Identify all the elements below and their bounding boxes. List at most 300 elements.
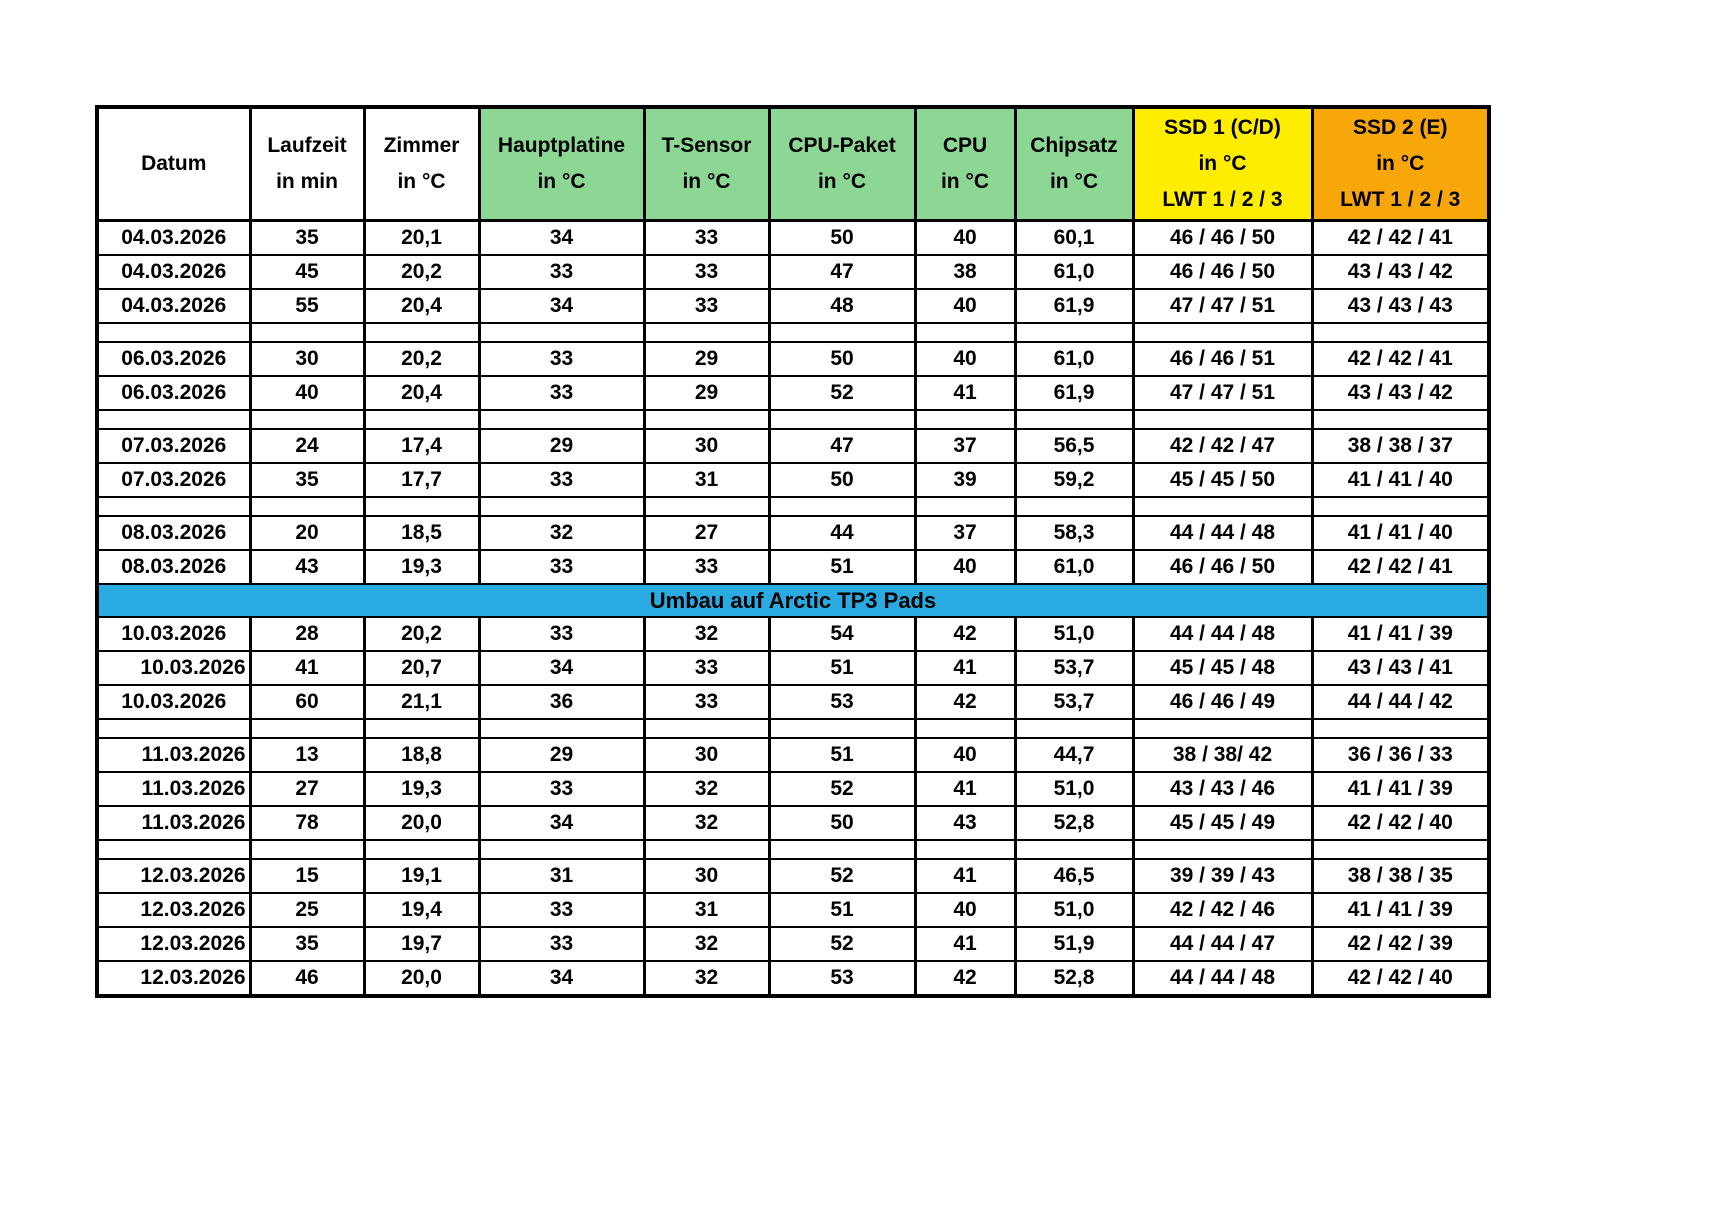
value-cell: 53 bbox=[769, 961, 915, 996]
column-header-2 bbox=[364, 107, 479, 221]
table-row bbox=[97, 927, 1489, 961]
column-header-line: T-Sensor bbox=[661, 134, 752, 157]
value-cell: 37 bbox=[915, 516, 1015, 550]
temperature-table bbox=[95, 105, 1491, 998]
column-header-3 bbox=[479, 107, 644, 221]
value-cell: 51 bbox=[769, 738, 915, 772]
empty-cell bbox=[1015, 719, 1133, 738]
value-cell: 45 / 45 / 49 bbox=[1133, 806, 1312, 840]
value-cell: 53,7 bbox=[1015, 651, 1133, 685]
empty-cell bbox=[479, 497, 644, 516]
table-row bbox=[97, 806, 1489, 840]
value-cell: 27 bbox=[250, 772, 364, 806]
value-cell: 20 bbox=[250, 516, 364, 550]
date-cell: 10.03.2026 bbox=[97, 617, 250, 651]
value-cell: 30 bbox=[644, 859, 769, 893]
date-cell: 04.03.2026 bbox=[97, 255, 250, 289]
value-cell: 53,7 bbox=[1015, 685, 1133, 719]
column-header-6 bbox=[915, 107, 1015, 221]
value-cell: 29 bbox=[644, 376, 769, 410]
value-cell: 20,0 bbox=[364, 961, 479, 996]
value-cell: 41 / 41 / 39 bbox=[1312, 893, 1489, 927]
empty-cell bbox=[769, 497, 915, 516]
value-cell: 33 bbox=[479, 255, 644, 289]
value-cell: 56,5 bbox=[1015, 429, 1133, 463]
value-cell: 59,2 bbox=[1015, 463, 1133, 497]
value-cell: 40 bbox=[915, 550, 1015, 584]
date-cell: 06.03.2026 bbox=[97, 376, 250, 410]
table-row bbox=[97, 893, 1489, 927]
column-header-line: in °C bbox=[817, 170, 867, 193]
value-cell: 34 bbox=[479, 289, 644, 323]
value-cell: 41 bbox=[915, 927, 1015, 961]
value-cell: 28 bbox=[250, 617, 364, 651]
value-cell: 35 bbox=[250, 221, 364, 256]
value-cell: 61,9 bbox=[1015, 289, 1133, 323]
temperature-table-container bbox=[95, 105, 1491, 998]
column-header-9 bbox=[1312, 107, 1489, 221]
value-cell: 51,0 bbox=[1015, 617, 1133, 651]
value-cell: 44 / 44 / 48 bbox=[1133, 516, 1312, 550]
value-cell: 19,1 bbox=[364, 859, 479, 893]
column-header-4 bbox=[644, 107, 769, 221]
value-cell: 38 bbox=[915, 255, 1015, 289]
column-header-line: in °C bbox=[1049, 170, 1099, 193]
value-cell: 38 / 38/ 42 bbox=[1133, 738, 1312, 772]
value-cell: 53 bbox=[769, 685, 915, 719]
value-cell: 29 bbox=[644, 342, 769, 376]
empty-cell bbox=[644, 719, 769, 738]
column-header-5 bbox=[769, 107, 915, 221]
value-cell: 40 bbox=[915, 221, 1015, 256]
value-cell: 20,4 bbox=[364, 289, 479, 323]
value-cell: 32 bbox=[644, 961, 769, 996]
empty-cell bbox=[1133, 840, 1312, 859]
value-cell: 41 / 41 / 39 bbox=[1312, 772, 1489, 806]
value-cell: 51 bbox=[769, 651, 915, 685]
empty-cell bbox=[1133, 719, 1312, 738]
empty-cell bbox=[769, 410, 915, 429]
column-header-line: Hauptplatine bbox=[497, 134, 626, 157]
table-row bbox=[97, 859, 1489, 893]
empty-cell bbox=[364, 410, 479, 429]
value-cell: 47 / 47 / 51 bbox=[1133, 289, 1312, 323]
date-cell: 04.03.2026 bbox=[97, 289, 250, 323]
value-cell: 34 bbox=[479, 651, 644, 685]
value-cell: 29 bbox=[479, 738, 644, 772]
value-cell: 78 bbox=[250, 806, 364, 840]
table-row bbox=[97, 738, 1489, 772]
value-cell: 41 bbox=[915, 651, 1015, 685]
value-cell: 46 / 46 / 50 bbox=[1133, 550, 1312, 584]
value-cell: 52 bbox=[769, 772, 915, 806]
table-row bbox=[97, 617, 1489, 651]
value-cell: 34 bbox=[479, 961, 644, 996]
value-cell: 43 / 43 / 43 bbox=[1312, 289, 1489, 323]
date-cell: 08.03.2026 bbox=[97, 516, 250, 550]
value-cell: 33 bbox=[479, 342, 644, 376]
value-cell: 50 bbox=[769, 342, 915, 376]
value-cell: 51,0 bbox=[1015, 772, 1133, 806]
value-cell: 44 / 44 / 47 bbox=[1133, 927, 1312, 961]
value-cell: 42 / 42 / 40 bbox=[1312, 806, 1489, 840]
value-cell: 33 bbox=[644, 221, 769, 256]
section-banner: Umbau auf Arctic TP3 Pads bbox=[97, 584, 1489, 617]
table-row bbox=[97, 376, 1489, 410]
spacer-row bbox=[97, 840, 1489, 859]
empty-cell bbox=[1312, 840, 1489, 859]
value-cell: 46,5 bbox=[1015, 859, 1133, 893]
value-cell: 61,0 bbox=[1015, 342, 1133, 376]
value-cell: 46 / 46 / 50 bbox=[1133, 221, 1312, 256]
value-cell: 18,8 bbox=[364, 738, 479, 772]
value-cell: 32 bbox=[644, 806, 769, 840]
value-cell: 50 bbox=[769, 463, 915, 497]
value-cell: 47 / 47 / 51 bbox=[1133, 376, 1312, 410]
empty-cell bbox=[769, 323, 915, 342]
value-cell: 44 / 44 / 48 bbox=[1133, 617, 1312, 651]
column-header-line: in °C bbox=[1376, 152, 1425, 175]
value-cell: 42 bbox=[915, 961, 1015, 996]
value-cell: 33 bbox=[479, 463, 644, 497]
empty-cell bbox=[644, 410, 769, 429]
value-cell: 33 bbox=[479, 376, 644, 410]
value-cell: 45 bbox=[250, 255, 364, 289]
value-cell: 50 bbox=[769, 806, 915, 840]
value-cell: 44 / 44 / 42 bbox=[1312, 685, 1489, 719]
empty-cell bbox=[1015, 497, 1133, 516]
column-header-line: Chipsatz bbox=[1030, 134, 1118, 157]
empty-cell bbox=[1015, 323, 1133, 342]
value-cell: 20,1 bbox=[364, 221, 479, 256]
date-cell: 12.03.2026 bbox=[97, 859, 250, 893]
value-cell: 46 / 46 / 49 bbox=[1133, 685, 1312, 719]
value-cell: 42 / 42 / 41 bbox=[1312, 342, 1489, 376]
value-cell: 33 bbox=[479, 550, 644, 584]
value-cell: 36 / 36 / 33 bbox=[1312, 738, 1489, 772]
column-header-line: in °C bbox=[1198, 152, 1247, 175]
column-header-line: in °C bbox=[537, 170, 586, 193]
table-row bbox=[97, 255, 1489, 289]
value-cell: 47 bbox=[769, 429, 915, 463]
table-row bbox=[97, 221, 1489, 256]
empty-cell bbox=[97, 497, 250, 516]
value-cell: 19,3 bbox=[364, 772, 479, 806]
value-cell: 42 / 42 / 40 bbox=[1312, 961, 1489, 996]
value-cell: 61,0 bbox=[1015, 255, 1133, 289]
value-cell: 19,7 bbox=[364, 927, 479, 961]
value-cell: 30 bbox=[644, 738, 769, 772]
empty-cell bbox=[250, 323, 364, 342]
value-cell: 40 bbox=[915, 289, 1015, 323]
table-row bbox=[97, 550, 1489, 584]
value-cell: 44 bbox=[769, 516, 915, 550]
date-cell: 10.03.2026 bbox=[97, 685, 250, 719]
date-cell: 10.03.2026 bbox=[97, 651, 250, 685]
empty-cell bbox=[1133, 323, 1312, 342]
value-cell: 20,0 bbox=[364, 806, 479, 840]
empty-cell bbox=[1312, 719, 1489, 738]
date-cell: 08.03.2026 bbox=[97, 550, 250, 584]
value-cell: 33 bbox=[644, 685, 769, 719]
value-cell: 32 bbox=[644, 772, 769, 806]
empty-cell bbox=[644, 323, 769, 342]
value-cell: 51,9 bbox=[1015, 927, 1133, 961]
value-cell: 30 bbox=[250, 342, 364, 376]
value-cell: 42 bbox=[915, 617, 1015, 651]
value-cell: 42 bbox=[915, 685, 1015, 719]
table-header bbox=[97, 107, 1489, 221]
value-cell: 46 / 46 / 51 bbox=[1133, 342, 1312, 376]
value-cell: 17,7 bbox=[364, 463, 479, 497]
value-cell: 43 / 43 / 46 bbox=[1133, 772, 1312, 806]
value-cell: 20,7 bbox=[364, 651, 479, 685]
value-cell: 41 bbox=[915, 859, 1015, 893]
value-cell: 32 bbox=[644, 927, 769, 961]
value-cell: 51 bbox=[769, 893, 915, 927]
empty-cell bbox=[1312, 323, 1489, 342]
empty-cell bbox=[479, 410, 644, 429]
empty-cell bbox=[479, 323, 644, 342]
value-cell: 52 bbox=[769, 376, 915, 410]
value-cell: 41 / 41 / 40 bbox=[1312, 463, 1489, 497]
column-header-line: LWT 1 / 2 / 3 bbox=[1162, 188, 1283, 211]
value-cell: 19,3 bbox=[364, 550, 479, 584]
value-cell: 41 bbox=[250, 651, 364, 685]
value-cell: 55 bbox=[250, 289, 364, 323]
column-header-line: SSD 1 (C/D) bbox=[1164, 116, 1281, 139]
value-cell: 52 bbox=[769, 927, 915, 961]
value-cell: 51,0 bbox=[1015, 893, 1133, 927]
table-row bbox=[97, 429, 1489, 463]
value-cell: 44 / 44 / 48 bbox=[1133, 961, 1312, 996]
empty-cell bbox=[915, 323, 1015, 342]
value-cell: 40 bbox=[250, 376, 364, 410]
value-cell: 43 / 43 / 41 bbox=[1312, 651, 1489, 685]
value-cell: 30 bbox=[644, 429, 769, 463]
column-header-line: Zimmer bbox=[383, 134, 460, 157]
value-cell: 44,7 bbox=[1015, 738, 1133, 772]
section-banner-row bbox=[97, 584, 1489, 617]
value-cell: 47 bbox=[769, 255, 915, 289]
value-cell: 13 bbox=[250, 738, 364, 772]
spacer-row bbox=[97, 410, 1489, 429]
value-cell: 51 bbox=[769, 550, 915, 584]
value-cell: 42 / 42 / 47 bbox=[1133, 429, 1312, 463]
table-row bbox=[97, 342, 1489, 376]
date-cell: 04.03.2026 bbox=[97, 221, 250, 256]
date-cell: 12.03.2026 bbox=[97, 961, 250, 996]
empty-cell bbox=[364, 323, 479, 342]
empty-cell bbox=[97, 323, 250, 342]
value-cell: 39 bbox=[915, 463, 1015, 497]
empty-cell bbox=[250, 497, 364, 516]
value-cell: 45 / 45 / 50 bbox=[1133, 463, 1312, 497]
value-cell: 34 bbox=[479, 806, 644, 840]
value-cell: 33 bbox=[479, 927, 644, 961]
value-cell: 48 bbox=[769, 289, 915, 323]
value-cell: 43 bbox=[915, 806, 1015, 840]
value-cell: 42 / 42 / 41 bbox=[1312, 550, 1489, 584]
spacer-row bbox=[97, 719, 1489, 738]
value-cell: 41 / 41 / 40 bbox=[1312, 516, 1489, 550]
value-cell: 43 / 43 / 42 bbox=[1312, 255, 1489, 289]
column-header-8 bbox=[1133, 107, 1312, 221]
empty-cell bbox=[97, 840, 250, 859]
spacer-row bbox=[97, 323, 1489, 342]
empty-cell bbox=[364, 719, 479, 738]
value-cell: 33 bbox=[644, 289, 769, 323]
date-cell: 07.03.2026 bbox=[97, 463, 250, 497]
value-cell: 46 bbox=[250, 961, 364, 996]
empty-cell bbox=[364, 840, 479, 859]
value-cell: 31 bbox=[479, 859, 644, 893]
empty-cell bbox=[97, 410, 250, 429]
value-cell: 58,3 bbox=[1015, 516, 1133, 550]
column-header-line: LWT 1 / 2 / 3 bbox=[1340, 188, 1461, 211]
value-cell: 35 bbox=[250, 463, 364, 497]
value-cell: 50 bbox=[769, 221, 915, 256]
value-cell: 40 bbox=[915, 342, 1015, 376]
value-cell: 33 bbox=[479, 893, 644, 927]
empty-cell bbox=[915, 840, 1015, 859]
value-cell: 52,8 bbox=[1015, 961, 1133, 996]
value-cell: 52,8 bbox=[1015, 806, 1133, 840]
value-cell: 32 bbox=[644, 617, 769, 651]
empty-cell bbox=[644, 497, 769, 516]
column-header-line: Datum bbox=[141, 152, 207, 175]
value-cell: 45 / 45 / 48 bbox=[1133, 651, 1312, 685]
empty-cell bbox=[644, 840, 769, 859]
value-cell: 52 bbox=[769, 859, 915, 893]
value-cell: 20,2 bbox=[364, 617, 479, 651]
empty-cell bbox=[479, 840, 644, 859]
empty-cell bbox=[1015, 840, 1133, 859]
value-cell: 25 bbox=[250, 893, 364, 927]
value-cell: 39 / 39 / 43 bbox=[1133, 859, 1312, 893]
value-cell: 31 bbox=[644, 463, 769, 497]
table-row bbox=[97, 463, 1489, 497]
date-cell: 12.03.2026 bbox=[97, 927, 250, 961]
date-cell: 11.03.2026 bbox=[97, 738, 250, 772]
value-cell: 15 bbox=[250, 859, 364, 893]
column-header-0 bbox=[97, 107, 250, 221]
table-row bbox=[97, 772, 1489, 806]
value-cell: 20,2 bbox=[364, 342, 479, 376]
empty-cell bbox=[1312, 410, 1489, 429]
table-row bbox=[97, 651, 1489, 685]
spacer-row bbox=[97, 497, 1489, 516]
value-cell: 35 bbox=[250, 927, 364, 961]
value-cell: 60,1 bbox=[1015, 221, 1133, 256]
table-row bbox=[97, 289, 1489, 323]
value-cell: 43 / 43 / 42 bbox=[1312, 376, 1489, 410]
date-cell: 06.03.2026 bbox=[97, 342, 250, 376]
value-cell: 61,0 bbox=[1015, 550, 1133, 584]
value-cell: 46 / 46 / 50 bbox=[1133, 255, 1312, 289]
column-header-line: in °C bbox=[682, 170, 731, 193]
empty-cell bbox=[769, 719, 915, 738]
column-header-line: Laufzeit bbox=[267, 134, 347, 157]
empty-cell bbox=[250, 840, 364, 859]
empty-cell bbox=[915, 410, 1015, 429]
value-cell: 61,9 bbox=[1015, 376, 1133, 410]
value-cell: 21,1 bbox=[364, 685, 479, 719]
empty-cell bbox=[1133, 410, 1312, 429]
value-cell: 41 bbox=[915, 376, 1015, 410]
value-cell: 41 / 41 / 39 bbox=[1312, 617, 1489, 651]
value-cell: 38 / 38 / 37 bbox=[1312, 429, 1489, 463]
value-cell: 40 bbox=[915, 738, 1015, 772]
table-row bbox=[97, 516, 1489, 550]
value-cell: 40 bbox=[915, 893, 1015, 927]
value-cell: 43 bbox=[250, 550, 364, 584]
value-cell: 24 bbox=[250, 429, 364, 463]
value-cell: 29 bbox=[479, 429, 644, 463]
value-cell: 33 bbox=[479, 772, 644, 806]
value-cell: 60 bbox=[250, 685, 364, 719]
header-row bbox=[97, 107, 1489, 221]
value-cell: 33 bbox=[479, 617, 644, 651]
column-header-line: CPU-Paket bbox=[788, 134, 896, 157]
empty-cell bbox=[915, 719, 1015, 738]
value-cell: 36 bbox=[479, 685, 644, 719]
value-cell: 20,4 bbox=[364, 376, 479, 410]
value-cell: 42 / 42 / 46 bbox=[1133, 893, 1312, 927]
value-cell: 41 bbox=[915, 772, 1015, 806]
column-header-7 bbox=[1015, 107, 1133, 221]
empty-cell bbox=[97, 719, 250, 738]
value-cell: 18,5 bbox=[364, 516, 479, 550]
value-cell: 31 bbox=[644, 893, 769, 927]
table-row bbox=[97, 961, 1489, 996]
empty-cell bbox=[364, 497, 479, 516]
empty-cell bbox=[250, 719, 364, 738]
empty-cell bbox=[479, 719, 644, 738]
empty-cell bbox=[1312, 497, 1489, 516]
value-cell: 33 bbox=[644, 651, 769, 685]
value-cell: 42 / 42 / 39 bbox=[1312, 927, 1489, 961]
empty-cell bbox=[769, 840, 915, 859]
empty-cell bbox=[1133, 497, 1312, 516]
value-cell: 27 bbox=[644, 516, 769, 550]
empty-cell bbox=[915, 497, 1015, 516]
value-cell: 33 bbox=[644, 255, 769, 289]
value-cell: 33 bbox=[644, 550, 769, 584]
value-cell: 37 bbox=[915, 429, 1015, 463]
table-body bbox=[97, 221, 1489, 997]
date-cell: 12.03.2026 bbox=[97, 893, 250, 927]
empty-cell bbox=[250, 410, 364, 429]
column-header-line: in min bbox=[276, 170, 338, 193]
table-row bbox=[97, 685, 1489, 719]
value-cell: 54 bbox=[769, 617, 915, 651]
date-cell: 11.03.2026 bbox=[97, 806, 250, 840]
column-header-line: in °C bbox=[940, 170, 990, 193]
value-cell: 38 / 38 / 35 bbox=[1312, 859, 1489, 893]
value-cell: 32 bbox=[479, 516, 644, 550]
column-header-line: CPU bbox=[942, 134, 988, 157]
value-cell: 19,4 bbox=[364, 893, 479, 927]
value-cell: 34 bbox=[479, 221, 644, 256]
empty-cell bbox=[1015, 410, 1133, 429]
value-cell: 42 / 42 / 41 bbox=[1312, 221, 1489, 256]
date-cell: 07.03.2026 bbox=[97, 429, 250, 463]
column-header-1 bbox=[250, 107, 364, 221]
date-cell: 11.03.2026 bbox=[97, 772, 250, 806]
value-cell: 17,4 bbox=[364, 429, 479, 463]
column-header-line: in °C bbox=[397, 170, 446, 193]
